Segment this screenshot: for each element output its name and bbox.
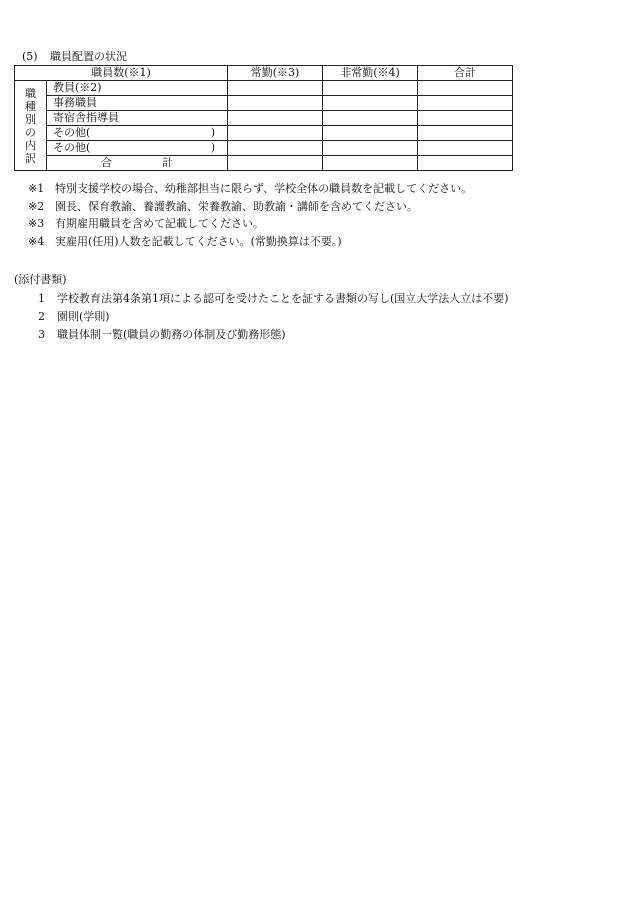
cell-total-fulltime[interactable] (228, 156, 323, 171)
cell-other1-parttime[interactable] (323, 126, 418, 141)
cell-office-fulltime[interactable] (228, 96, 323, 111)
header-parttime: 非常勤(※4) (323, 66, 418, 81)
notes-list (28, 180, 472, 250)
attachments-title: (添付書類) (14, 273, 67, 286)
section-number: (5) (22, 50, 38, 63)
note-2: ※2 園長、保育教諭、養護教諭、栄養教諭、助教諭・講師を含めてください。 (28, 199, 418, 213)
table-total-row (15, 156, 513, 171)
cell-other1-fulltime[interactable] (228, 126, 323, 141)
cell-other2-fulltime[interactable] (228, 141, 323, 156)
section-heading (22, 48, 127, 64)
attachment-item: 1 学校教育法第4条第1項による認可を受けたことを証する書類の写し(国立大学法人立は不要) (38, 292, 509, 305)
attachment-item: 3 職員体制一覧(職員の勤務の体制及び勤務形態) (38, 328, 286, 341)
table-row (15, 111, 513, 126)
note-1: ※1 特別支援学校の場合、幼稚部担当に限らず、学校全体の職員数を記載してください。 (28, 182, 473, 195)
row-label-total: 合 計 (47, 156, 228, 171)
cell-teachers-fulltime[interactable] (228, 81, 323, 96)
row-label-teachers: 教員(※2) (47, 81, 228, 96)
cell-other2-parttime[interactable] (323, 141, 418, 156)
cell-dorm-parttime[interactable] (323, 111, 418, 126)
cell-other2-total[interactable] (418, 141, 513, 156)
row-label-other-2[interactable]: その他( ) (47, 141, 228, 156)
attachments-list (38, 290, 509, 344)
cell-office-parttime[interactable] (323, 96, 418, 111)
cell-teachers-total[interactable] (418, 81, 513, 96)
note-4: ※4 実雇用(任用)人数を記載してください。(常勤換算は不要。) (28, 234, 342, 248)
cell-office-total[interactable] (418, 96, 513, 111)
cell-dorm-total[interactable] (418, 111, 513, 126)
row-label-other-1[interactable]: その他( ) (47, 126, 228, 141)
table-row (15, 96, 513, 111)
table-row (15, 81, 513, 96)
table-header-row (15, 66, 513, 81)
header-fulltime: 常勤(※3) (228, 66, 323, 81)
cell-other1-total[interactable] (418, 126, 513, 141)
section-title: 職員配置の状況 (50, 50, 127, 63)
table-row (15, 141, 513, 156)
row-label-office-staff: 事務職員 (47, 96, 228, 111)
header-staff-count: 職員数(※1) (15, 66, 228, 81)
cell-teachers-parttime[interactable] (323, 81, 418, 96)
table-row (15, 126, 513, 141)
cell-dorm-fulltime[interactable] (228, 111, 323, 126)
attachment-item: 2 園則(学則) (38, 310, 110, 323)
staff-table (14, 65, 513, 171)
note-3: ※3 有期雇用職員を含めて記載してください。 (28, 217, 264, 230)
header-total: 合計 (418, 66, 513, 81)
cell-total-parttime[interactable] (323, 156, 418, 171)
cell-grand-total[interactable] (418, 156, 513, 171)
side-label-job-breakdown: 職 種 別 の 内 訳 (15, 81, 47, 171)
row-label-dorm-instructor: 寄宿舎指導員 (47, 111, 228, 126)
